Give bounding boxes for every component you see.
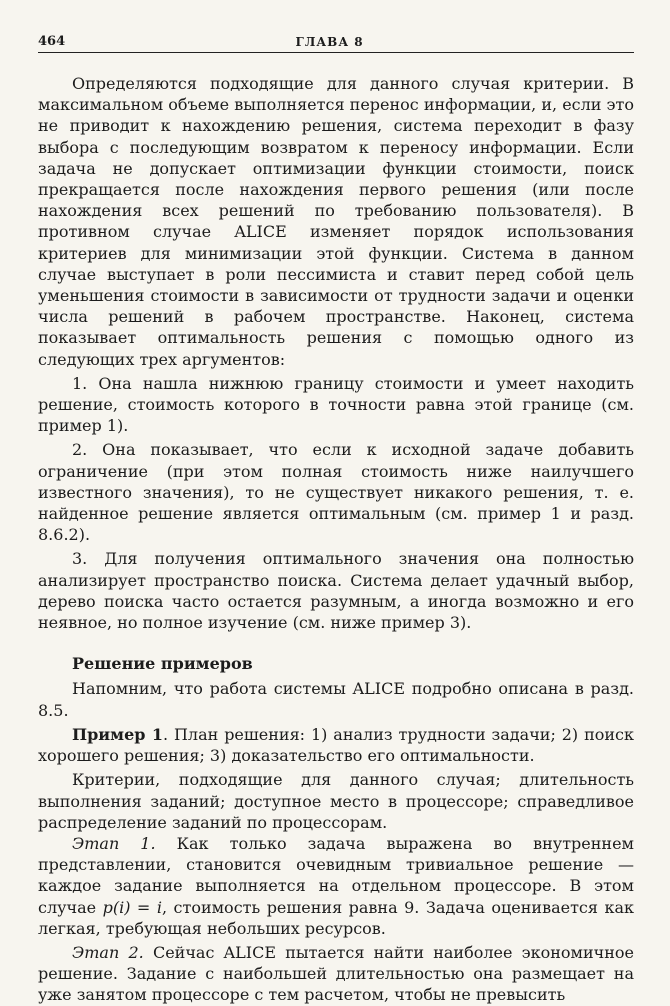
page-body (38, 73, 634, 1006)
stage-1-text-b: , стоимость решения равна 9. Задача оценивается как легкая, требующая небольших ресурсов. (38, 897, 634, 938)
paragraph-reminder: Напомним, что работа системы ALICE подробно описана в разд. 8.5. (38, 679, 634, 720)
paragraph-stage-1 (38, 833, 634, 939)
chapter-title: ГЛАВА 8 (295, 35, 364, 49)
paragraph-criteria-list: Критерии, подходящие для данного случая; длительность выполнения заданий; доступное место в процессоре; справедливое распределение заданий по процессорам. (38, 770, 634, 832)
paragraph-stage-2 (38, 942, 634, 1006)
paragraph-criteria-intro: Определяются подходящие для данного случая критерии. В максимальном объеме выполняется перенос информации, и, если это не приводит к нахождению решения, система переходит в фазу выбора с последующим возвратом к переносу информации. Если задача не допускает оптимизации функции стоимости, поиск прекращается после нахождения первого решения (или после нахождения всех решений по требованию пользователя). В противном случае ALICE изменяет порядок использования критериев для минимизации этой функции. Система в данном случае выступает в роли пессимиста и ставит перед собой цель уменьшения стоимости в зависимости от трудности задачи и оценки числа решений в рабочем пространстве. Наконец, система показывает оптимальность решения с помощью одного из следующих трех аргументов: (38, 74, 634, 369)
running-header (38, 34, 634, 53)
argument-item-2: 2. Она показывает, что если к исходной задаче добавить ограничение (при этом полная стоимость ниже наилучшего известного значения), то не существует никакого решения, т. е. найденное решение является оптимальным (см. пример 1 и разд. 8.6.2). (38, 440, 634, 545)
paragraph-example-1 (38, 724, 634, 766)
stage-2-lead: Этап 2. (72, 942, 144, 962)
argument-item-1: 1. Она нашла нижнюю границу стоимости и умеет находить решение, стоимость которого в точности равна этой границе (см. пример 1). (38, 373, 634, 436)
section-heading: Решение примеров (72, 654, 253, 674)
example-1-lead: Пример 1 (72, 724, 163, 744)
stage-1-formula: p(i) = i (102, 897, 162, 917)
example-1-text: . План решения: 1) анализ трудности задачи; 2) поиск хорошего решения; 3) доказательство его оптимальности. (38, 724, 634, 766)
argument-item-3: 3. Для получения оптимального значения она полностью анализирует пространство поиска. Система делает удачный выбор, дерево поиска часто остается разумным, а иногда возможно и его неявное, но полное изучение (см. ниже пример 3). (38, 549, 634, 633)
page-number: 464 (38, 34, 66, 49)
stage-2-text: Сейчас ALICE пытается найти наиболее экономичное решение. Задание с наибольшей длительностью она размещает на уже занятом процессоре с тем расчетом, чтобы не превысить (38, 942, 634, 1005)
stage-1-lead: Этап 1. (72, 833, 156, 853)
stage-1-text-a: Как только задача выражена во внутреннем представлении, становится очевидным тривиальное решение — каждое задание выполняется на отдельном процессоре. В этом случае (38, 833, 634, 917)
